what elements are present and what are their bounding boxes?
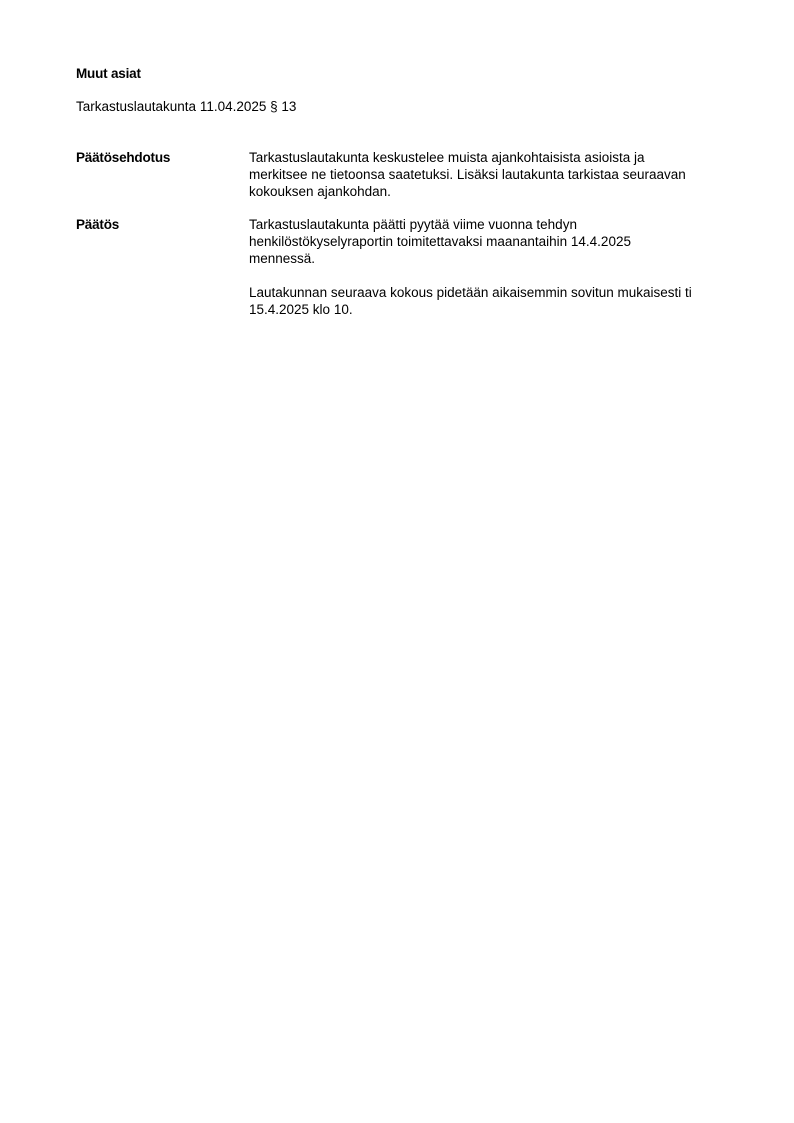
document-title: Muut asiat <box>76 66 141 81</box>
proposal-line: merkitsee ne tietoonsa saatetuksi. Lisäksi lautakunta tarkistaa seuraavan <box>249 167 686 182</box>
decision-label: Päätös <box>76 217 120 232</box>
proposal-line: Tarkastuslautakunta keskustelee muista ajankohtaisista asioista ja <box>249 150 645 165</box>
decision-paragraph-1 <box>249 216 734 267</box>
decision-line: henkilöstökyselyraportin toimitettavaksi maanantaihin 14.4.2025 <box>249 234 631 249</box>
decision-line: mennessä. <box>249 251 316 266</box>
decision-body <box>249 216 734 318</box>
proposal-body <box>249 149 734 200</box>
decision-line: 15.4.2025 klo 10. <box>249 302 353 317</box>
decision-line: Tarkastuslautakunta päätti pyytää viime vuonna tehdyn <box>249 217 577 232</box>
proposal-line: kokouksen ajankohdan. <box>249 184 391 199</box>
proposal-label: Päätösehdotus <box>76 150 171 165</box>
proposal-text <box>249 149 734 200</box>
decision-paragraph-2 <box>249 284 734 318</box>
meeting-reference: Tarkastuslautakunta 11.04.2025 § 13 <box>76 99 297 114</box>
decision-line: Lautakunnan seuraava kokous pidetään aikaisemmin sovitun mukaisesti ti <box>249 285 692 300</box>
